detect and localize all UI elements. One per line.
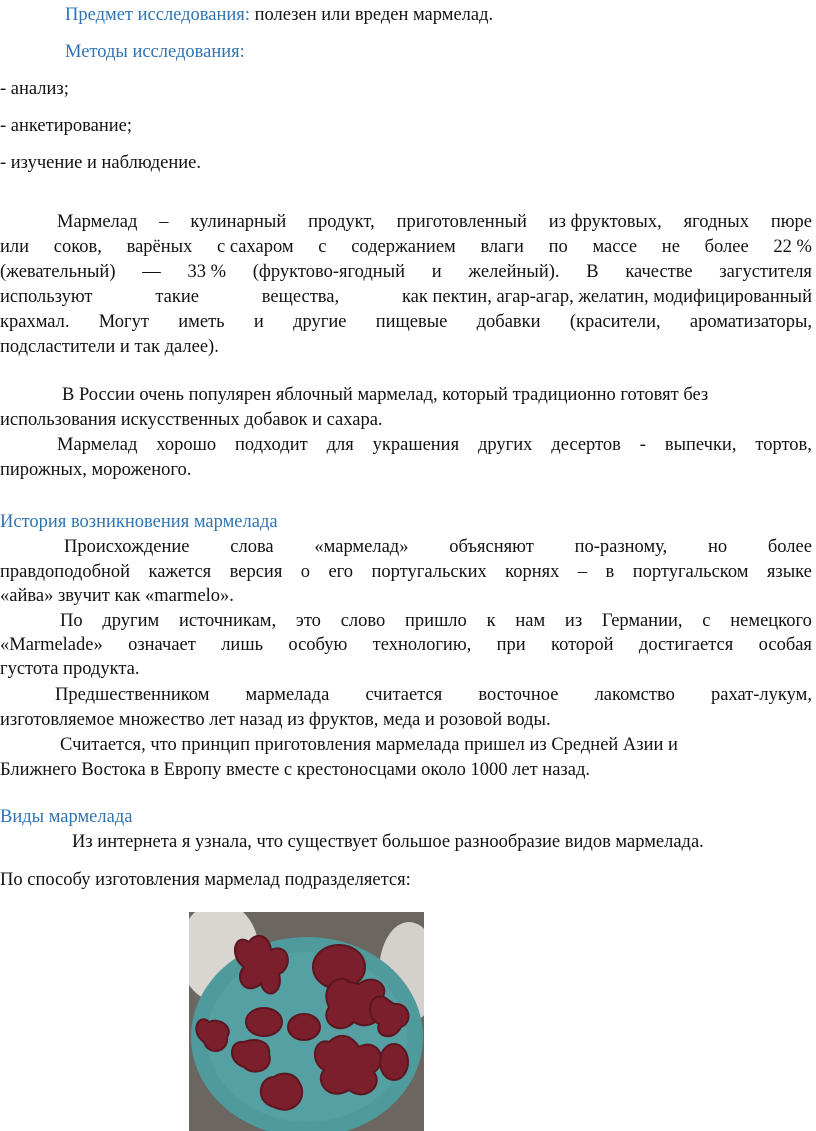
- tulip-candy: [261, 1074, 302, 1110]
- word: пищевые: [375, 312, 448, 332]
- word: с: [702, 611, 711, 631]
- word: ягодных: [683, 212, 749, 232]
- word: 22 %: [773, 237, 812, 257]
- word: версия: [229, 562, 283, 582]
- word: украшения: [372, 435, 460, 455]
- word: (жевательный): [0, 262, 116, 282]
- word: подходит: [234, 435, 308, 455]
- word: других: [477, 435, 533, 455]
- word: считается: [365, 685, 443, 705]
- word: вещества,: [261, 287, 340, 307]
- word: рахат-лукум,: [710, 685, 812, 705]
- word: и: [431, 262, 442, 282]
- history-p3-line: изготовляемое множество лет назад из фруктов, меда и розовой воды.: [0, 710, 551, 730]
- word: соков,: [53, 237, 102, 257]
- word: или: [0, 237, 30, 257]
- subject-label: Предмет исследования:: [65, 5, 250, 25]
- word: хорошо: [156, 435, 217, 455]
- word: правдоподобной: [0, 562, 131, 582]
- definition-line: [57, 211, 812, 233]
- word: В: [586, 262, 599, 282]
- word: из фруктовых,: [548, 212, 662, 232]
- word: которой: [551, 635, 614, 655]
- history-p4-line: Считается, что принцип приготовления мармелада пришел из Средней Азии и: [60, 735, 678, 755]
- word: другим: [102, 611, 160, 631]
- word: означает: [128, 635, 196, 655]
- word: корнях: [505, 562, 560, 582]
- subject-line: [65, 4, 493, 26]
- word: тортов,: [755, 435, 812, 455]
- marmalade-photo: [189, 912, 424, 1131]
- word: немецкого: [730, 611, 812, 631]
- word: португальском: [632, 562, 749, 582]
- history-p1-line: «айва» звучит как «marmelo».: [0, 586, 234, 606]
- word: приготовленный: [396, 212, 527, 232]
- word: добавки: [476, 312, 541, 332]
- word: технологию,: [372, 635, 472, 655]
- word: ароматизаторы,: [689, 312, 812, 332]
- history-p2-line: [60, 610, 812, 632]
- word: особую: [288, 635, 348, 655]
- word: Происхождение: [64, 537, 190, 557]
- word: объясняют: [449, 537, 534, 557]
- word: содержанием: [351, 237, 456, 257]
- definition-line: [0, 286, 812, 308]
- word: не: [661, 237, 680, 257]
- word: при: [496, 635, 526, 655]
- word: лакомство: [594, 685, 675, 705]
- word: но: [707, 537, 728, 557]
- history-heading: История возникновения мармелада: [0, 512, 278, 532]
- history-p1-line: [64, 536, 812, 558]
- word: выпечки,: [664, 435, 737, 455]
- word: достигается: [638, 635, 734, 655]
- history-p1-line: [0, 561, 812, 583]
- history-p2-line: [0, 634, 812, 656]
- word: более: [704, 237, 749, 257]
- word: более: [767, 537, 812, 557]
- word: Могут: [98, 312, 149, 332]
- history-p3-line: [55, 684, 812, 706]
- word: желейный).: [468, 262, 560, 282]
- small-candy: [380, 1044, 408, 1080]
- small-candy: [246, 1008, 282, 1036]
- word: кулинарный: [190, 212, 287, 232]
- word: Мармелад: [57, 435, 138, 455]
- method-item: - изучение и наблюдение.: [0, 153, 201, 173]
- word: крахмал.: [0, 312, 70, 332]
- word: «Marmelade»: [0, 635, 103, 655]
- definition-line: [0, 311, 812, 333]
- word: массе: [592, 237, 638, 257]
- word: используют: [0, 287, 93, 307]
- word: иметь: [178, 312, 225, 332]
- word: пюре: [770, 212, 812, 232]
- word: слова: [230, 537, 274, 557]
- word: о: [300, 562, 311, 582]
- word: По: [60, 611, 83, 631]
- word: восточное: [478, 685, 559, 705]
- word: пришло: [405, 611, 467, 631]
- word: Мармелад: [57, 212, 138, 232]
- word: кажется: [148, 562, 212, 582]
- definition-last-line: подсластители и так далее).: [0, 337, 219, 357]
- word: и: [253, 312, 264, 332]
- word: языке: [766, 562, 812, 582]
- types-intro: Из интернета я узнала, что существует большое разнообразие видов мармелада.: [72, 832, 704, 852]
- word: к: [486, 611, 496, 631]
- word: влаги: [480, 237, 524, 257]
- word: десертов: [551, 435, 621, 455]
- word: Германии,: [601, 611, 683, 631]
- word: особая: [758, 635, 812, 655]
- history-p4-line: Ближнего Востока в Европу вместе с крестоносцами около 1000 лет назад.: [0, 760, 590, 780]
- desserts-line: [57, 434, 812, 456]
- word: по-разному,: [574, 537, 668, 557]
- word: в: [605, 562, 615, 582]
- history-p2-line: густота продукта.: [0, 659, 140, 679]
- method-item: - анкетирование;: [0, 116, 132, 136]
- word: –: [159, 212, 169, 232]
- word: «мармелад»: [314, 537, 409, 557]
- desserts-line: пирожных, мороженого.: [0, 460, 192, 480]
- word: мармелада: [245, 685, 330, 705]
- word: —: [142, 262, 161, 282]
- word: Предшественником: [55, 685, 210, 705]
- small-candy: [288, 1014, 320, 1040]
- word: варёных: [126, 237, 193, 257]
- word: лишь: [221, 635, 264, 655]
- word: продукт,: [308, 212, 375, 232]
- word: с сахаром: [217, 237, 294, 257]
- types-heading: Виды мармелада: [0, 807, 133, 827]
- word: другие: [293, 312, 347, 332]
- methods-label: Методы исследования:: [65, 42, 245, 62]
- word: с: [318, 237, 327, 257]
- word: такие: [155, 287, 199, 307]
- word: его: [328, 562, 354, 582]
- word: нам: [515, 611, 546, 631]
- word: источникам,: [179, 611, 277, 631]
- word: как пектин, агар-агар, желатин, модифицированный: [401, 287, 812, 307]
- word: загустителя: [719, 262, 812, 282]
- word: (фруктово-ягодный: [252, 262, 406, 282]
- apple-line: В России очень популярен яблочный мармелад, который традиционно готовят без: [62, 385, 709, 405]
- word: слово: [340, 611, 386, 631]
- word: 33 %: [187, 262, 227, 282]
- definition-line: [0, 236, 812, 258]
- word: португальских: [371, 562, 487, 582]
- word: (красители,: [569, 312, 661, 332]
- subject-value: полезен или вреден мармелад.: [249, 5, 494, 25]
- word: качестве: [625, 262, 693, 282]
- word: для: [326, 435, 354, 455]
- word: по: [548, 237, 568, 257]
- word: –: [577, 562, 588, 582]
- word: это: [295, 611, 321, 631]
- word: -: [639, 435, 646, 455]
- method-item: - анализ;: [0, 79, 69, 99]
- types-method: По способу изготовления мармелад подразделяется:: [0, 870, 411, 890]
- word: из: [564, 611, 583, 631]
- apple-line: использования искусственных добавок и сахара.: [0, 410, 383, 430]
- definition-line: [0, 261, 812, 283]
- butterfly-candy: [315, 1036, 381, 1095]
